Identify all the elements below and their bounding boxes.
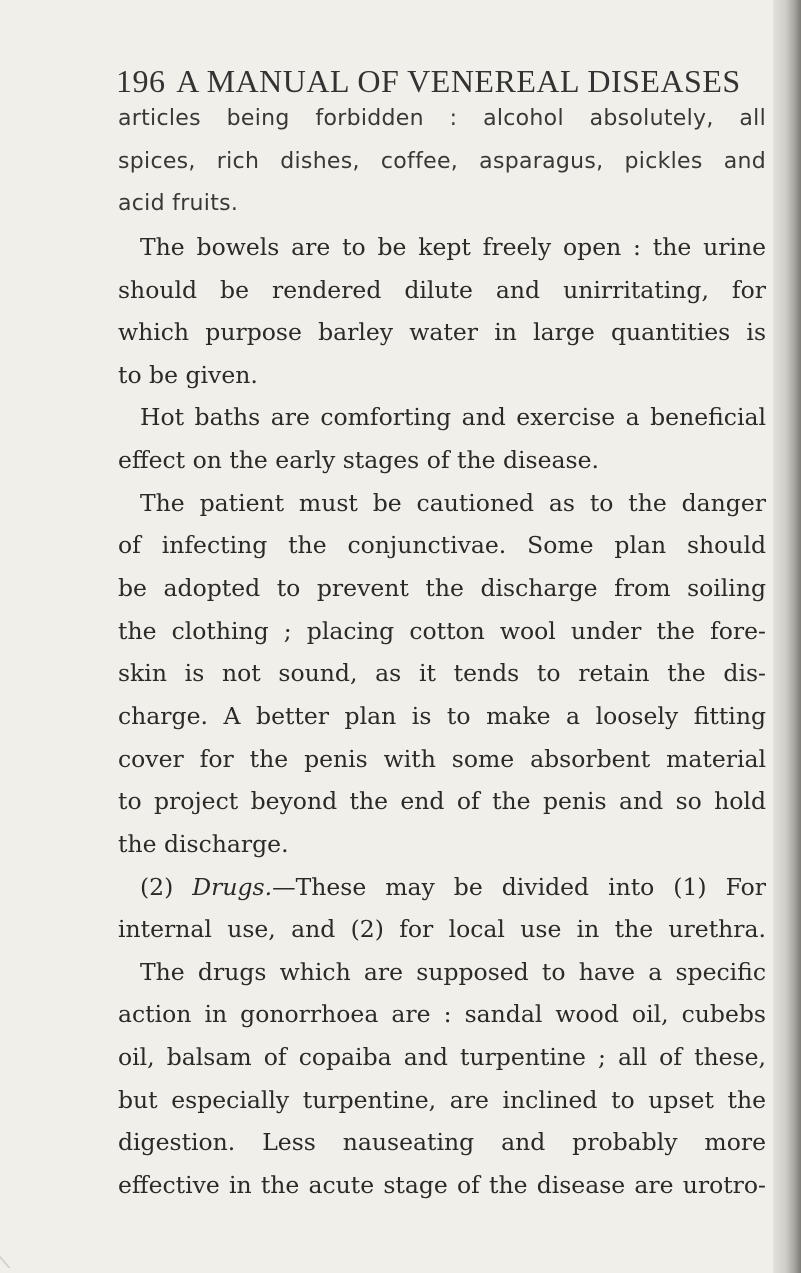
text-line: articles being forbidden : alcohol absolutely, all [118,106,766,131]
drugs-heading: Drugs. [192,872,273,901]
text-line: oil, balsam of copaiba and turpentine ; all of these, [118,1043,766,1072]
text-line: Hot baths are comforting and exercise a beneficial [140,403,766,432]
text-line: acid fruits. [118,191,239,217]
text-line: the clothing ; placing cotton wool under the fore- [118,616,766,645]
running-title: A MANUAL OF VENEREAL DISEASES [176,63,741,99]
text-line: The drugs which are supposed to have a specific [140,957,766,986]
text-line: of infecting the conjunctivae. Some plan should [118,531,766,560]
text-line: the discharge. [118,829,289,858]
text-line: digestion. Less nauseating and probably more [118,1128,766,1157]
page-corner-mark [0,1248,32,1268]
text-line: skin is not sound, as it tends to retain the dis- [118,659,766,688]
drugs-text: —These may be divided into (1) For [272,872,766,901]
text-line: spices, rich dishes, coffee, asparagus, pickles and [118,148,766,174]
text-line: The bowels are to be kept freely open : the urine [140,232,766,261]
text-line: cover for the penis with some absorbent material [118,744,766,773]
section-number: (2) [140,872,193,901]
text-line: internal use, and (2) for local use in the urethra. [118,915,766,944]
text-line: to be given. [118,360,258,389]
text-line: effective in the acute stage of the disease are urotro- [118,1171,766,1200]
text-line: The patient must be cautioned as to the danger [140,488,766,517]
text-line: be adopted to prevent the discharge from soiling [118,574,766,603]
text-line-drugs [118,866,766,909]
book-gutter-shadow [773,0,801,1273]
running-header [116,63,741,100]
text-line: which purpose barley water in large quantities is [118,318,766,347]
text-line: action in gonorrhoea are : sandal wood oil, cubebs [118,1000,766,1029]
text-line: but especially turpentine, are inclined to upset the [118,1085,766,1114]
text-line: to project beyond the end of the penis and so hold [118,787,766,816]
page-number: 196 [116,63,166,99]
text-line: should be rendered dilute and unirritating, for [118,275,766,304]
body-text [118,98,766,1207]
text-line: effect on the early stages of the disease. [118,446,599,475]
text-line: charge. A better plan is to make a loosely fitting [118,701,766,730]
